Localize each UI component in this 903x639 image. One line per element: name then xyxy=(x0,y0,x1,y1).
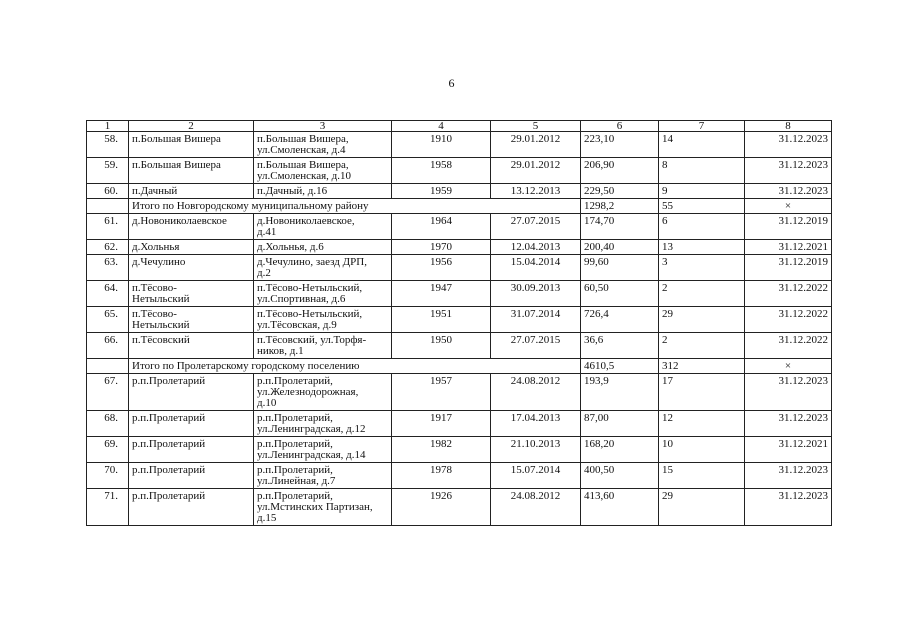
table-row xyxy=(87,214,832,240)
settlement-cell: п.Большая Вишера xyxy=(129,132,254,158)
address-cell: р.п.Пролетарий, ул.Линейная, д.7 xyxy=(254,463,392,489)
table-row xyxy=(87,255,832,281)
date-cell: 13.12.2013 xyxy=(491,184,581,199)
date-cell: 17.04.2013 xyxy=(491,411,581,437)
address-cell: д.Чечулино, заезд ДРП, д.2 xyxy=(254,255,392,281)
deadline-cell: 31.12.2021 xyxy=(745,240,832,255)
area-cell: 223,10 xyxy=(581,132,659,158)
year-cell: 1957 xyxy=(392,374,491,411)
address-cell: р.п.Пролетарий, ул.Ленинградская, д.14 xyxy=(254,437,392,463)
table-row xyxy=(87,132,832,158)
empty-cell xyxy=(87,359,129,374)
row-number: 69. xyxy=(87,437,129,463)
settlement-cell: п.Дачный xyxy=(129,184,254,199)
area-cell: 400,50 xyxy=(581,463,659,489)
settlement-cell: р.п.Пролетарий xyxy=(129,374,254,411)
row-number: 61. xyxy=(87,214,129,240)
date-cell: 29.01.2012 xyxy=(491,158,581,184)
empty-cell xyxy=(87,199,129,214)
date-cell: 12.04.2013 xyxy=(491,240,581,255)
area-cell: 60,50 xyxy=(581,281,659,307)
total-deadline: × xyxy=(745,359,832,374)
total-deadline: × xyxy=(745,199,832,214)
year-cell: 1950 xyxy=(392,333,491,359)
table-row xyxy=(87,184,832,199)
settlement-cell: д.Новониколаевское xyxy=(129,214,254,240)
deadline-cell: 31.12.2023 xyxy=(745,158,832,184)
area-cell: 413,60 xyxy=(581,489,659,526)
deadline-cell: 31.12.2022 xyxy=(745,307,832,333)
address-cell: п.Тёсовский, ул.Торфя- ников, д.1 xyxy=(254,333,392,359)
row-number: 71. xyxy=(87,489,129,526)
settlement-cell: д.Чечулино xyxy=(129,255,254,281)
column-header: 5 xyxy=(491,121,581,132)
area-cell: 36,6 xyxy=(581,333,659,359)
table-body xyxy=(87,121,832,526)
settlement-cell: п.Тёсовский xyxy=(129,333,254,359)
year-cell: 1947 xyxy=(392,281,491,307)
residents-cell: 2 xyxy=(659,281,745,307)
area-cell: 193,9 xyxy=(581,374,659,411)
year-cell: 1959 xyxy=(392,184,491,199)
residents-cell: 29 xyxy=(659,489,745,526)
residents-cell: 12 xyxy=(659,411,745,437)
date-cell: 30.09.2013 xyxy=(491,281,581,307)
deadline-cell: 31.12.2022 xyxy=(745,333,832,359)
residents-cell: 2 xyxy=(659,333,745,359)
address-cell: п.Большая Вишера, ул.Смоленская, д.10 xyxy=(254,158,392,184)
column-header: 7 xyxy=(659,121,745,132)
table-row xyxy=(87,374,832,411)
row-number: 59. xyxy=(87,158,129,184)
area-cell: 87,00 xyxy=(581,411,659,437)
year-cell: 1964 xyxy=(392,214,491,240)
table-row xyxy=(87,158,832,184)
settlement-cell: р.п.Пролетарий xyxy=(129,411,254,437)
settlement-cell: п.Тёсово- Нетыльский xyxy=(129,281,254,307)
row-number: 66. xyxy=(87,333,129,359)
residents-cell: 6 xyxy=(659,214,745,240)
page-number: 6 xyxy=(448,76,455,90)
year-cell: 1926 xyxy=(392,489,491,526)
date-cell: 15.04.2014 xyxy=(491,255,581,281)
table-row xyxy=(87,307,832,333)
total-residents: 55 xyxy=(659,199,745,214)
year-cell: 1958 xyxy=(392,158,491,184)
total-row xyxy=(87,359,832,374)
year-cell: 1917 xyxy=(392,411,491,437)
row-number: 62. xyxy=(87,240,129,255)
deadline-cell: 31.12.2023 xyxy=(745,132,832,158)
table-row xyxy=(87,489,832,526)
date-cell: 21.10.2013 xyxy=(491,437,581,463)
column-header: 4 xyxy=(392,121,491,132)
table-row xyxy=(87,463,832,489)
deadline-cell: 31.12.2023 xyxy=(745,411,832,437)
date-cell: 24.08.2012 xyxy=(491,489,581,526)
total-label: Итого по Новгородскому муниципальному району xyxy=(129,199,581,214)
residents-cell: 15 xyxy=(659,463,745,489)
year-cell: 1978 xyxy=(392,463,491,489)
area-cell: 206,90 xyxy=(581,158,659,184)
year-cell: 1982 xyxy=(392,437,491,463)
row-number: 65. xyxy=(87,307,129,333)
area-cell: 99,60 xyxy=(581,255,659,281)
deadline-cell: 31.12.2019 xyxy=(745,214,832,240)
residents-cell: 17 xyxy=(659,374,745,411)
column-header: 8 xyxy=(745,121,832,132)
settlement-cell: п.Большая Вишера xyxy=(129,158,254,184)
residents-cell: 9 xyxy=(659,184,745,199)
column-header-row xyxy=(87,121,832,132)
address-cell: д.Новониколаевское, д.41 xyxy=(254,214,392,240)
year-cell: 1970 xyxy=(392,240,491,255)
table-row xyxy=(87,437,832,463)
table-row xyxy=(87,411,832,437)
deadline-cell: 31.12.2022 xyxy=(745,281,832,307)
residents-cell: 14 xyxy=(659,132,745,158)
residents-cell: 10 xyxy=(659,437,745,463)
residents-cell: 3 xyxy=(659,255,745,281)
address-cell: д.Хольнья, д.6 xyxy=(254,240,392,255)
area-cell: 174,70 xyxy=(581,214,659,240)
row-number: 68. xyxy=(87,411,129,437)
deadline-cell: 31.12.2023 xyxy=(745,374,832,411)
residents-cell: 8 xyxy=(659,158,745,184)
address-cell: р.п.Пролетарий, ул.Ленинградская, д.12 xyxy=(254,411,392,437)
address-cell: п.Дачный, д.16 xyxy=(254,184,392,199)
column-header: 6 xyxy=(581,121,659,132)
settlement-cell: р.п.Пролетарий xyxy=(129,489,254,526)
deadline-cell: 31.12.2021 xyxy=(745,437,832,463)
row-number: 58. xyxy=(87,132,129,158)
date-cell: 15.07.2014 xyxy=(491,463,581,489)
total-residents: 312 xyxy=(659,359,745,374)
table-row xyxy=(87,281,832,307)
year-cell: 1956 xyxy=(392,255,491,281)
row-number: 70. xyxy=(87,463,129,489)
address-cell: п.Тёсово-Нетыльский, ул.Тёсовская, д.9 xyxy=(254,307,392,333)
column-header: 2 xyxy=(129,121,254,132)
settlement-cell: р.п.Пролетарий xyxy=(129,437,254,463)
area-cell: 168,20 xyxy=(581,437,659,463)
date-cell: 29.01.2012 xyxy=(491,132,581,158)
deadline-cell: 31.12.2023 xyxy=(745,184,832,199)
deadline-cell: 31.12.2019 xyxy=(745,255,832,281)
area-cell: 229,50 xyxy=(581,184,659,199)
row-number: 60. xyxy=(87,184,129,199)
row-number: 67. xyxy=(87,374,129,411)
total-row xyxy=(87,199,832,214)
date-cell: 27.07.2015 xyxy=(491,214,581,240)
total-area: 4610,5 xyxy=(581,359,659,374)
year-cell: 1951 xyxy=(392,307,491,333)
deadline-cell: 31.12.2023 xyxy=(745,489,832,526)
area-cell: 726,4 xyxy=(581,307,659,333)
settlement-cell: д.Хольнья xyxy=(129,240,254,255)
row-number: 63. xyxy=(87,255,129,281)
area-cell: 200,40 xyxy=(581,240,659,255)
settlement-cell: р.п.Пролетарий xyxy=(129,463,254,489)
date-cell: 24.08.2012 xyxy=(491,374,581,411)
address-cell: р.п.Пролетарий, ул.Железнодорожная, д.10 xyxy=(254,374,392,411)
row-number: 64. xyxy=(87,281,129,307)
total-area: 1298,2 xyxy=(581,199,659,214)
address-cell: р.п.Пролетарий, ул.Мстинских Партизан, д.15 xyxy=(254,489,392,526)
date-cell: 31.07.2014 xyxy=(491,307,581,333)
table-row xyxy=(87,240,832,255)
settlement-cell: п.Тёсово- Нетыльский xyxy=(129,307,254,333)
address-cell: п.Большая Вишера, ул.Смоленская, д.4 xyxy=(254,132,392,158)
year-cell: 1910 xyxy=(392,132,491,158)
column-header: 1 xyxy=(87,121,129,132)
date-cell: 27.07.2015 xyxy=(491,333,581,359)
table-row xyxy=(87,333,832,359)
residents-cell: 29 xyxy=(659,307,745,333)
housing-table xyxy=(86,120,832,526)
deadline-cell: 31.12.2023 xyxy=(745,463,832,489)
total-label: Итого по Пролетарскому городскому поселению xyxy=(129,359,581,374)
residents-cell: 13 xyxy=(659,240,745,255)
column-header: 3 xyxy=(254,121,392,132)
address-cell: п.Тёсово-Нетыльский, ул.Спортивная, д.6 xyxy=(254,281,392,307)
